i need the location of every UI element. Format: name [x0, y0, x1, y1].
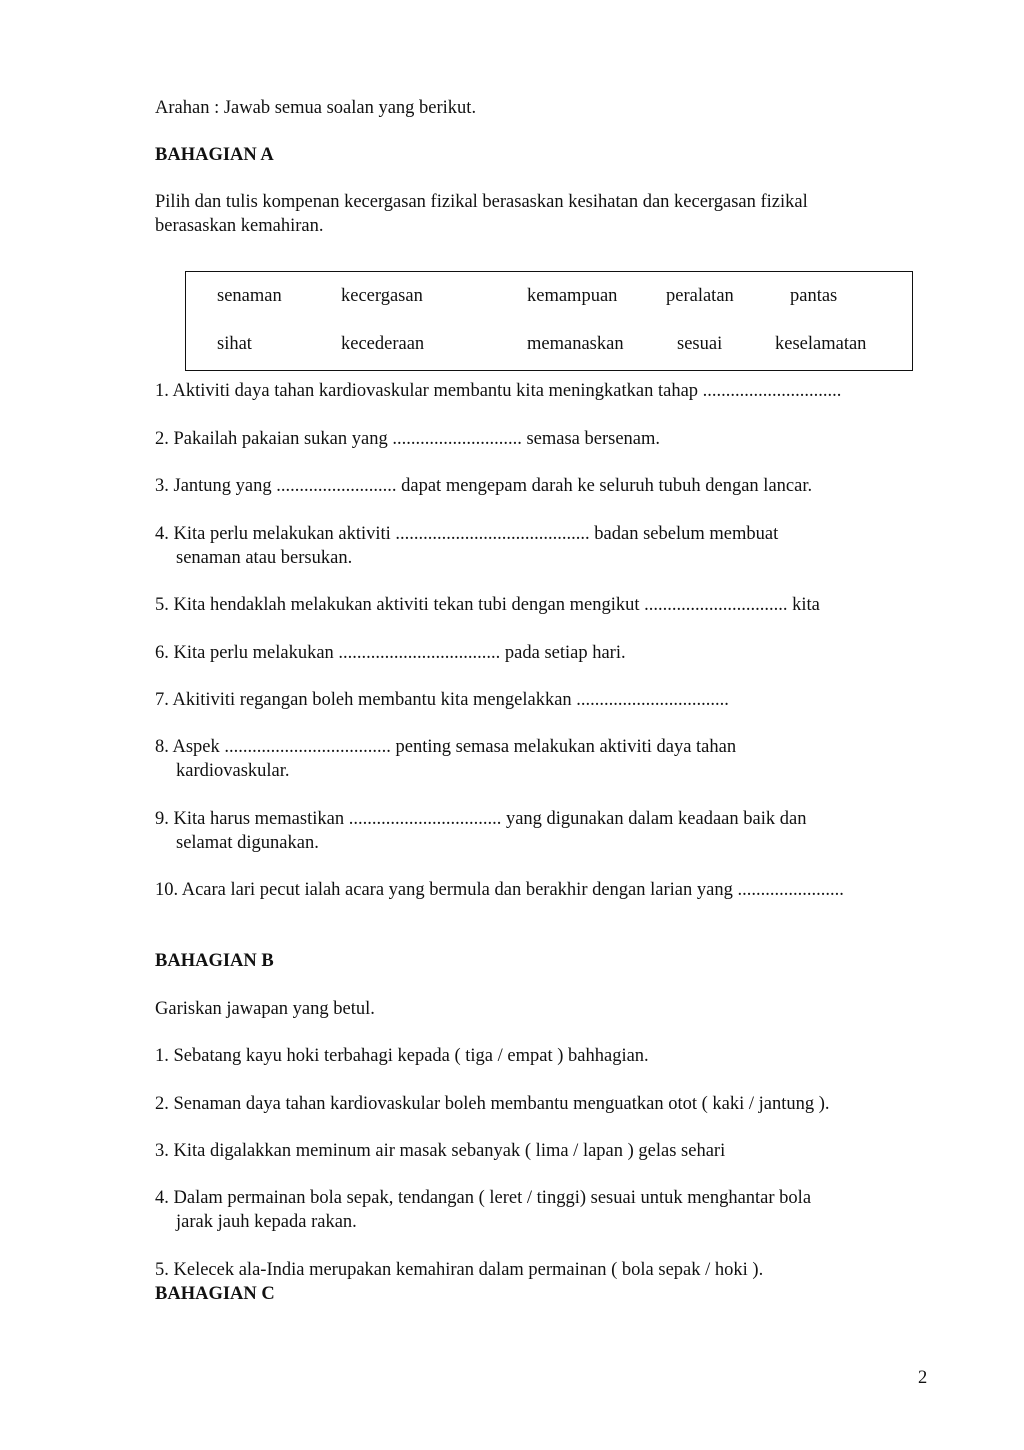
section-b-heading: BAHAGIAN B — [155, 951, 274, 971]
question-a8-continued: kardiovaskular. — [176, 761, 290, 781]
question-a2: 2. Pakailah pakaian sukan yang ............................ semasa bersenam. — [155, 429, 661, 449]
instruction-text: Arahan : Jawab semua soalan yang berikut. — [155, 98, 477, 118]
page-number: 2 — [918, 1368, 928, 1388]
section-a-heading: BAHAGIAN A — [155, 145, 274, 165]
word-bank-item: sesuai — [677, 334, 723, 354]
word-bank-item: sihat — [217, 334, 252, 354]
question-b4-continued: jarak jauh kepada rakan. — [176, 1212, 357, 1232]
section-a-intro-line2: berasaskan kemahiran. — [155, 216, 324, 236]
section-b-intro: Gariskan jawapan yang betul. — [155, 999, 375, 1019]
question-a10: 10. Acara lari pecut ialah acara yang bermula dan berakhir dengan larian yang ....................... — [155, 880, 844, 900]
word-bank-item: senaman — [217, 286, 282, 306]
question-a8: 8. Aspek .................................... penting semasa melakukan aktiviti daya tahan — [155, 737, 737, 757]
question-a4: 4. Kita perlu melakukan aktiviti .......................................... badan sebelum membuat — [155, 524, 779, 544]
question-b1: 1. Sebatang kayu hoki terbahagi kepada ( tiga / empat ) bahhagian. — [155, 1046, 649, 1066]
question-a6: 6. Kita perlu melakukan ................................... pada setiap hari. — [155, 643, 626, 663]
question-a9-continued: selamat digunakan. — [176, 833, 319, 853]
question-a4-continued: senaman atau bersukan. — [176, 548, 353, 568]
question-a7: 7. Akitiviti regangan boleh membantu kita mengelakkan ................................. — [155, 690, 729, 710]
question-b5: 5. Kelecek ala-India merupakan kemahiran dalam permainan ( bola sepak / hoki ). — [155, 1260, 764, 1280]
section-a-intro-line1: Pilih dan tulis kompenan kecergasan fizikal berasaskan kesihatan dan kecergasan fizikal — [155, 192, 808, 212]
question-a1: 1. Aktiviti daya tahan kardiovaskular membantu kita meningkatkan tahap .............................. — [155, 381, 842, 401]
question-a5: 5. Kita hendaklah melakukan aktiviti tekan tubi dengan mengikut ............................... kita — [155, 595, 820, 615]
word-bank-item: kemampuan — [527, 286, 618, 306]
question-a9: 9. Kita harus memastikan ................................. yang digunakan dalam keadaan baik dan — [155, 809, 807, 829]
section-c-heading: BAHAGIAN C — [155, 1284, 275, 1304]
question-b4: 4. Dalam permainan bola sepak, tendangan ( leret / tinggi) sesuai untuk menghantar bola — [155, 1188, 812, 1208]
word-bank-item: keselamatan — [775, 334, 867, 354]
word-bank-item: pantas — [790, 286, 838, 306]
word-bank-item: kecederaan — [341, 334, 425, 354]
word-bank-item: peralatan — [666, 286, 734, 306]
question-a3: 3. Jantung yang .......................... dapat mengepam darah ke seluruh tubuh dengan lancar. — [155, 476, 813, 496]
word-bank-item: memanaskan — [527, 334, 624, 354]
question-b3: 3. Kita digalakkan meminum air masak sebanyak ( lima / lapan ) gelas sehari — [155, 1141, 726, 1161]
question-b2: 2. Senaman daya tahan kardiovaskular boleh membantu menguatkan otot ( kaki / jantung ). — [155, 1094, 830, 1114]
word-bank-item: kecergasan — [341, 286, 423, 306]
